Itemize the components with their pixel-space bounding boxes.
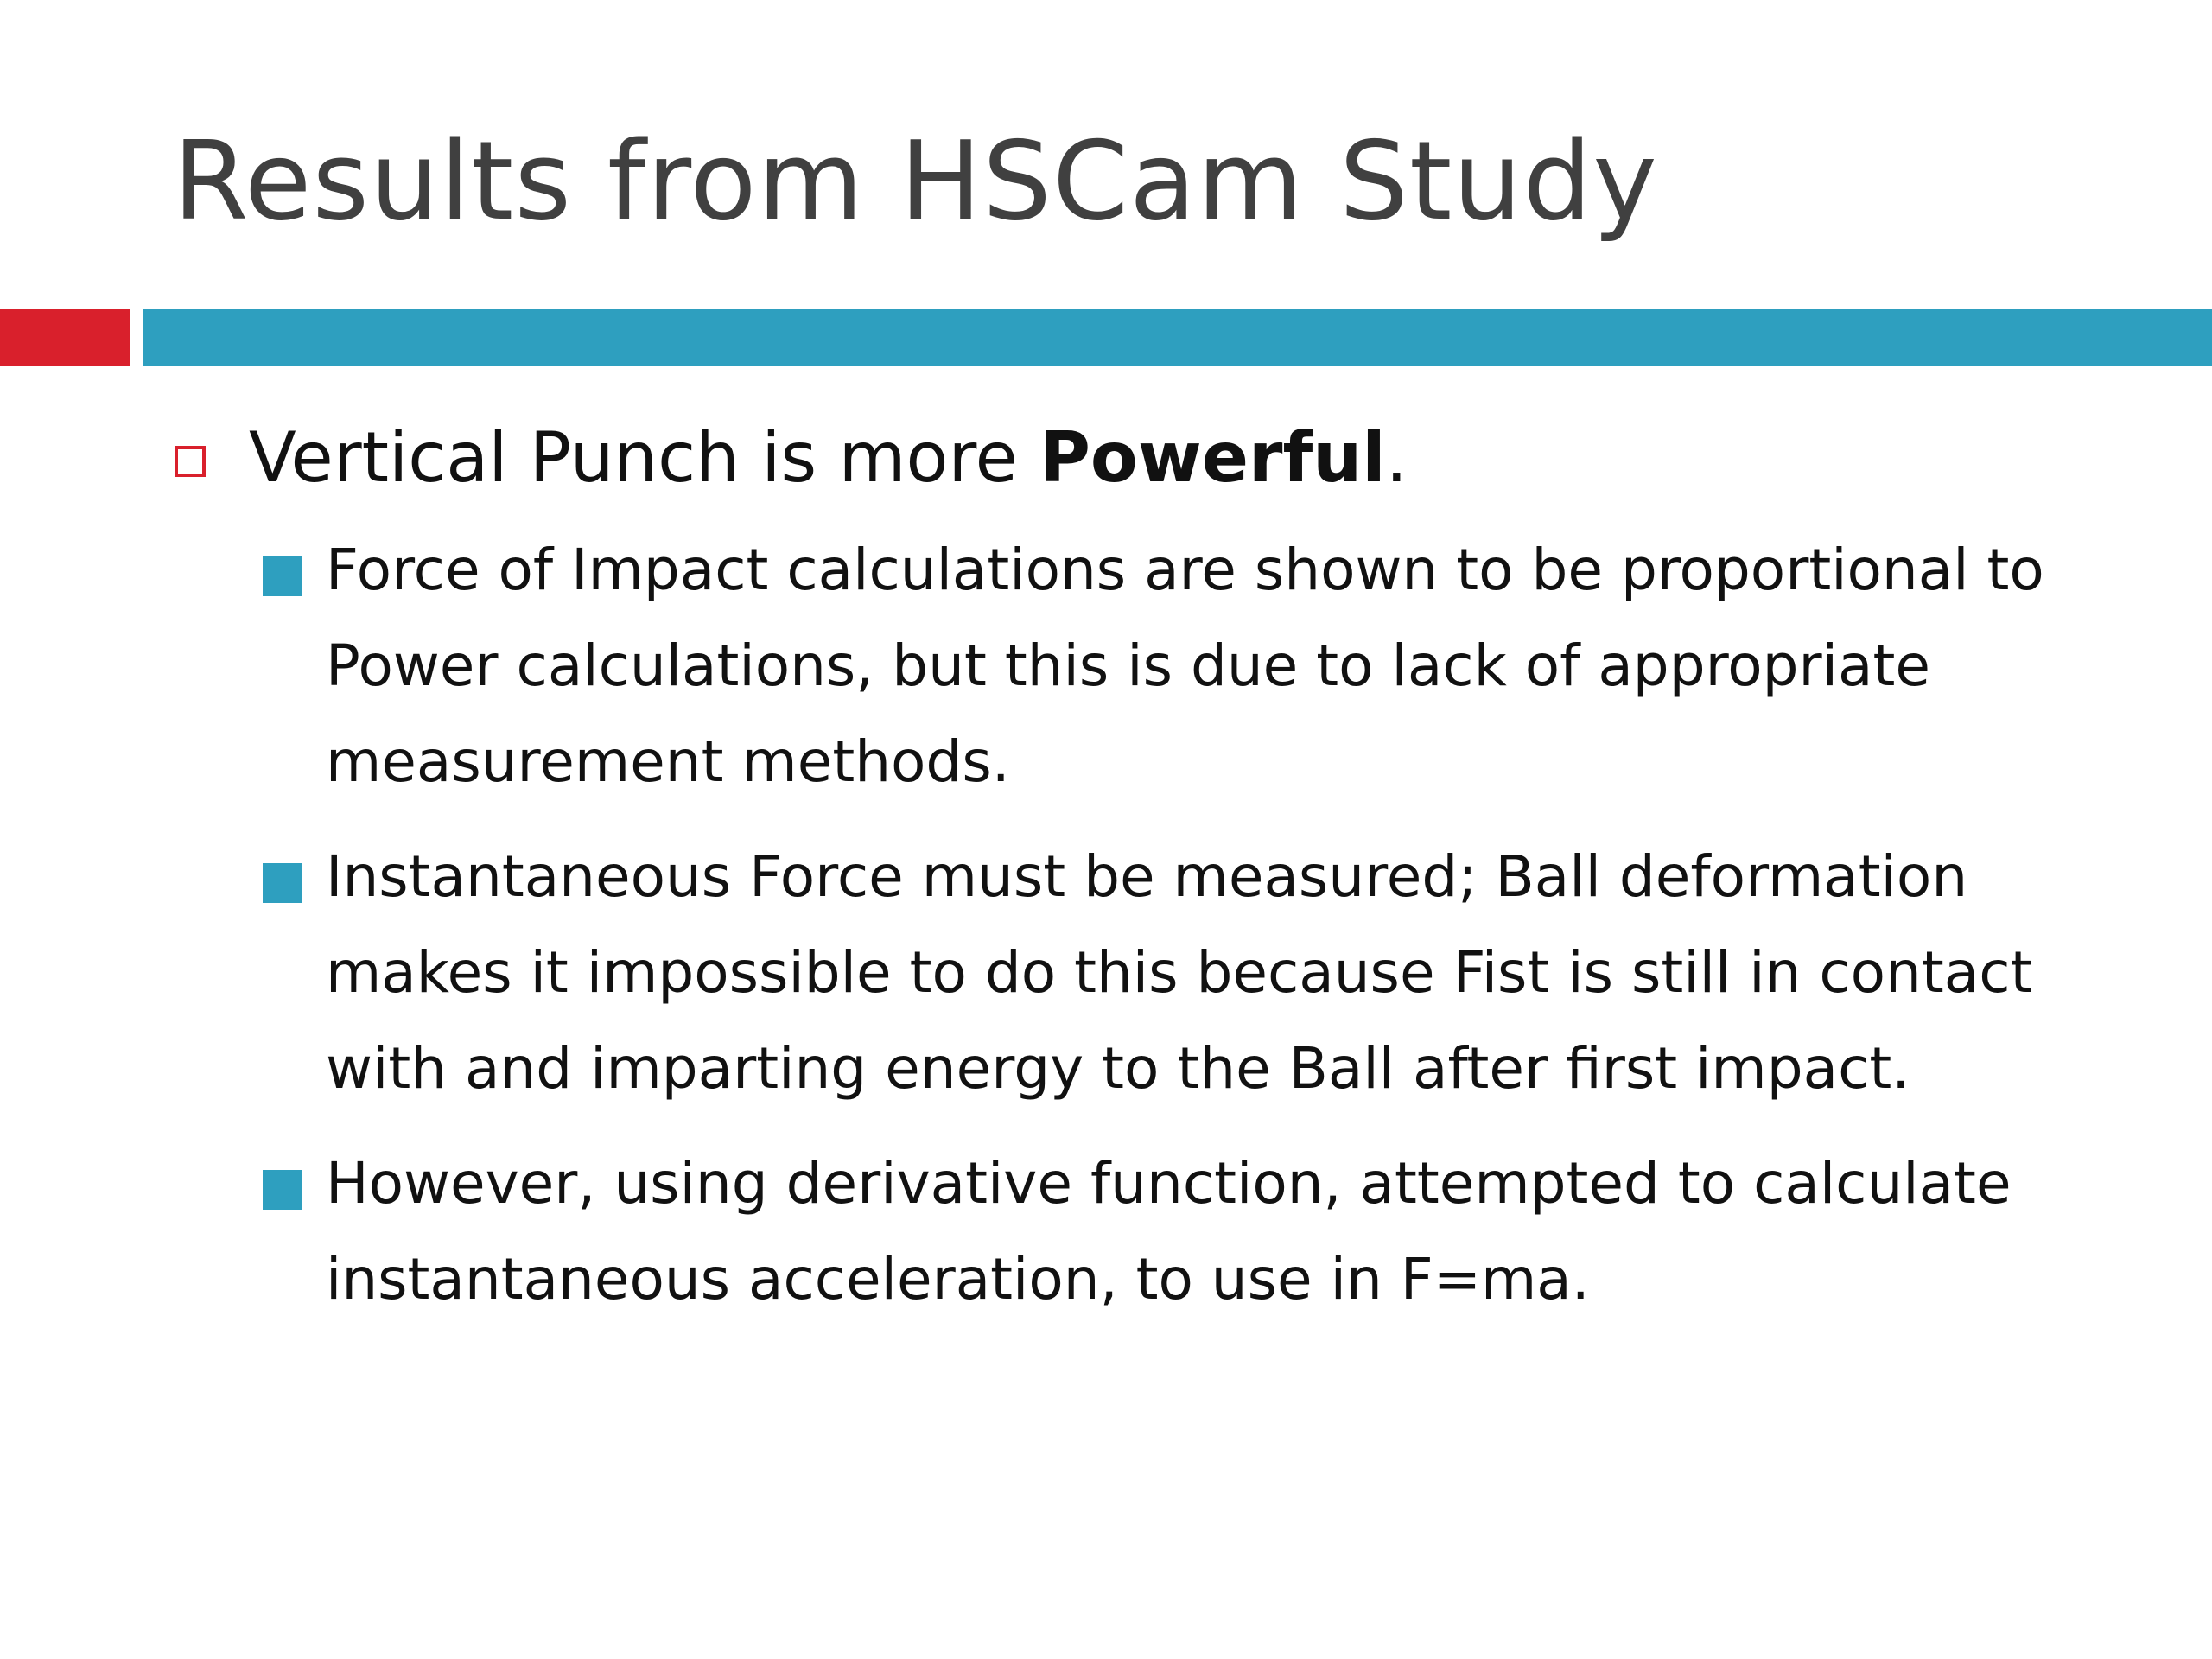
bullet-level1 (173, 406, 2074, 510)
sub-bullet-list (173, 522, 2074, 1327)
filled-square-icon (263, 863, 302, 903)
sub-bullet-text: Instantaneous Force must be measured; Ball deformation makes it impossible to do this because Fist is still in contact with and imparting energy to the Ball after first impact. (326, 843, 2033, 1102)
sub-bullet-text: Force of Impact calculations are shown to be proportional to Power calculations, but this is due to lack of appropriate measurement methods. (326, 537, 2044, 795)
accent-bar-red (0, 309, 130, 366)
bullet-text: Vertical Punch is more (249, 417, 1040, 498)
filled-square-icon (263, 1170, 302, 1210)
slide-title: Results from HSCam Study (173, 118, 1658, 245)
sub-bullet (263, 522, 2069, 810)
sub-bullet (263, 829, 2069, 1116)
slide-body (173, 406, 2074, 1346)
sub-bullet (263, 1135, 2069, 1327)
bullet-bold-text: Powerful (1039, 417, 1386, 498)
accent-bar-teal (143, 309, 2212, 366)
bullet-text-end: . (1385, 417, 1408, 498)
sub-bullet-text: However, using derivative function, attempted to calculate instantaneous acceleration, to use in F=ma. (326, 1150, 2012, 1313)
filled-square-icon (263, 556, 302, 596)
hollow-square-icon (175, 446, 206, 477)
